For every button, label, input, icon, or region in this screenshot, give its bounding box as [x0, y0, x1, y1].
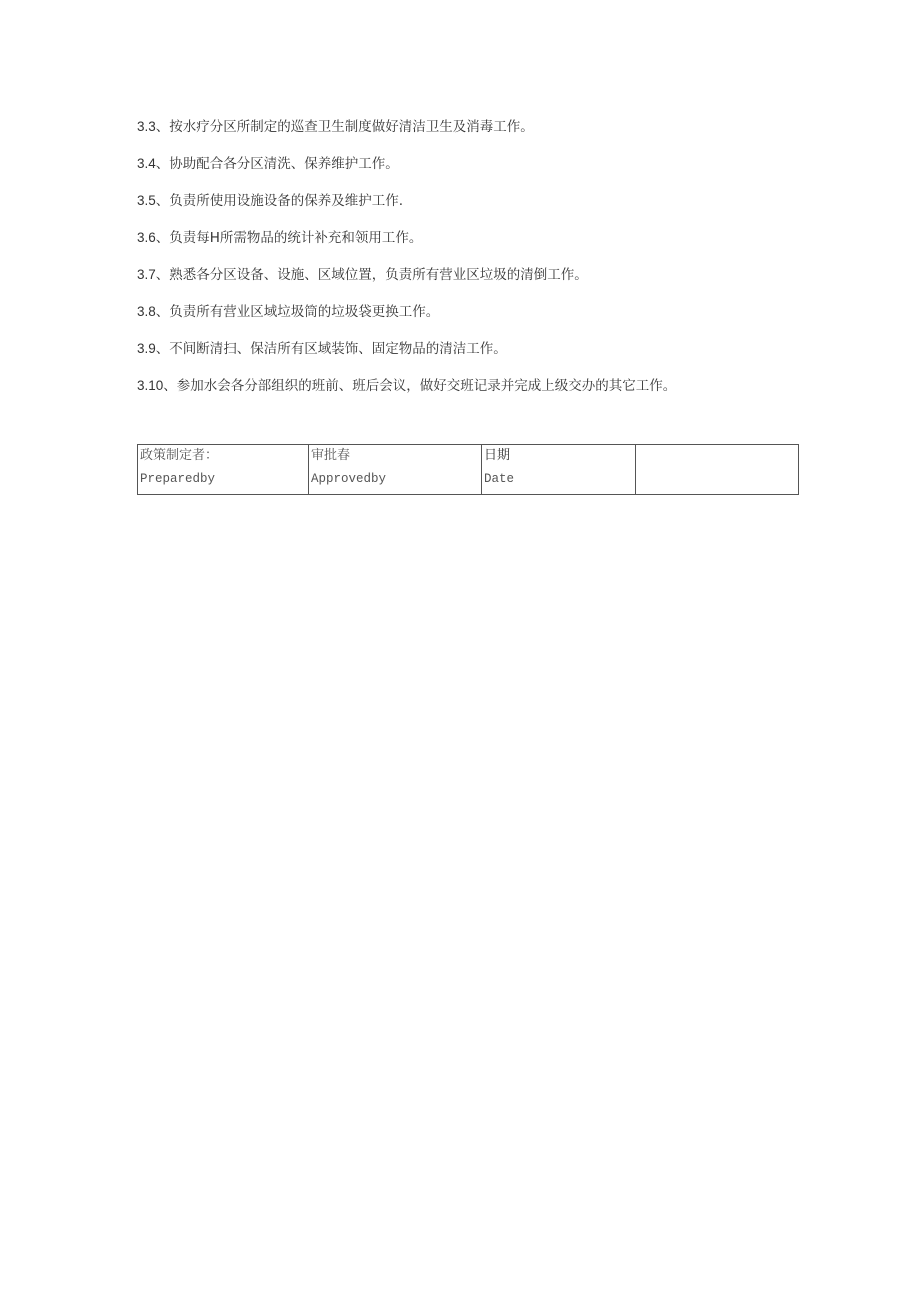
signoff-row: [138, 445, 799, 495]
duty-item-3-9: [137, 339, 817, 376]
approved-by-label-cn: 审批春: [311, 448, 351, 463]
duty-item-3-5: [137, 191, 817, 228]
duty-item-3-10: [137, 376, 817, 413]
duty-text: 、按水疗分区所制定的巡查卫生制度做好清洁卫生及消毒工作。: [155, 119, 534, 135]
duty-text: 、负责所使用设施设备的保养及维护工作.: [155, 193, 404, 209]
date-label-cn: 日期: [484, 448, 511, 463]
approved-by-label-en: Approvedby: [311, 472, 387, 486]
prepared-by-label-en: Preparedby: [140, 472, 216, 486]
duty-number: 3.10: [137, 378, 164, 393]
date-label-en: Date: [484, 472, 515, 486]
approved-by-cell: [309, 445, 482, 495]
duty-number: 3.8: [137, 304, 156, 319]
duty-text: 、负责每H所需物品的统计补充和领用工作。: [155, 230, 423, 246]
duty-text: 、负责所有营业区域垃圾筒的垃圾袋更换工作。: [155, 304, 440, 320]
duty-item-3-7: [137, 265, 817, 302]
date-cell: [482, 445, 636, 495]
duty-number: 3.3: [137, 119, 156, 134]
duty-number: 3.6: [137, 230, 156, 245]
duty-list: [137, 117, 817, 413]
duty-text: 、参加水会各分部组织的班前、班后会议，做好交班记录并完成上级交办的其它工作。: [163, 378, 677, 394]
duty-item-3-3: [137, 117, 817, 154]
blank-cell: [636, 445, 799, 495]
duty-item-3-8: [137, 302, 817, 339]
duty-text: 、不间断清扫、保洁所有区域装饰、固定物品的清洁工作。: [155, 341, 507, 357]
duty-number: 3.4: [137, 156, 156, 171]
duty-number: 3.9: [137, 341, 156, 356]
prepared-by-cell: [138, 445, 309, 495]
prepared-by-label-cn: 政策制定者：: [140, 448, 219, 463]
signoff-table: [137, 444, 799, 495]
duty-number: 3.5: [137, 193, 156, 208]
duty-item-3-6: [137, 228, 817, 265]
duty-number: 3.7: [137, 267, 156, 282]
duty-text: 、熟悉各分区设备、设施、区域位置，负责所有营业区垃圾的清倒工作。: [155, 267, 588, 283]
duty-item-3-4: [137, 154, 817, 191]
duty-text: 、协助配合各分区清洗、保养维护工作。: [155, 156, 399, 172]
